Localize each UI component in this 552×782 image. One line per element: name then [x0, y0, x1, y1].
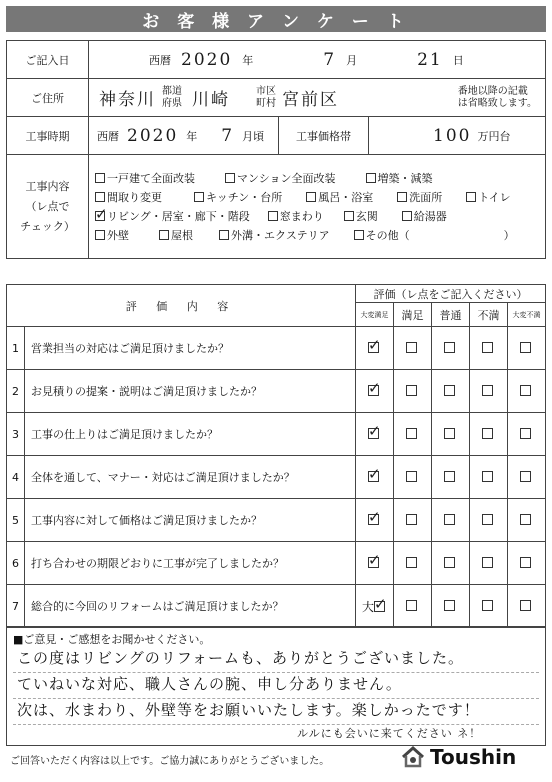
address-note-1: 番地以降の記載 [457, 85, 528, 97]
question-number: 1 [7, 327, 25, 370]
cb-item[interactable]: 給湯器 [402, 207, 447, 226]
month-unit: 月 [346, 53, 358, 67]
cb-item[interactable]: 洗面所 [397, 188, 442, 207]
cb-item[interactable]: 風呂・浴室 [306, 188, 373, 207]
cb-item[interactable]: その他（ [354, 226, 410, 245]
rating-cell[interactable] [470, 370, 508, 413]
entry-year: 2020 [181, 49, 233, 70]
comment-line-4: ルルにも会いに来てください ネ！ [297, 727, 482, 740]
cb-item[interactable]: ✓リビング・居室・廊下・階段 [95, 207, 250, 226]
price-value [369, 117, 546, 155]
question-row [7, 327, 546, 370]
rating-cell[interactable] [508, 327, 546, 370]
question-text: 全体を通して、マナー・対応はご満足頂けましたか？ [25, 456, 356, 499]
question-text: 工事内容に対して価格はご満足頂けましたか？ [25, 499, 356, 542]
checkbox-checked[interactable] [368, 385, 379, 396]
cb-item[interactable]: 外溝・エクステリア [219, 226, 330, 245]
rating-cell[interactable] [394, 542, 432, 585]
other-close-paren: ） [503, 228, 515, 242]
entry-date-row [7, 41, 546, 79]
checkbox[interactable] [520, 428, 531, 439]
checkbox[interactable] [444, 514, 455, 525]
rating-cell[interactable] [394, 499, 432, 542]
page-title: お 客 様 ア ン ケ ー ト [6, 6, 546, 32]
col-neutral: 普通 [432, 303, 470, 327]
checkbox[interactable] [520, 471, 531, 482]
prefecture: 神奈川 [99, 90, 156, 110]
entry-date-value [89, 41, 546, 79]
col-dissatisfied: 不満 [470, 303, 508, 327]
checkbox[interactable] [95, 230, 105, 240]
cb-item[interactable]: 間取り変更 [95, 188, 162, 207]
rating-cell[interactable] [432, 370, 470, 413]
rating-cell[interactable] [432, 413, 470, 456]
city-unit-top: 市区 [256, 85, 276, 97]
rating-cell[interactable] [356, 413, 394, 456]
cb-item[interactable]: 玄関 [344, 207, 378, 226]
rating-cell[interactable] [356, 499, 394, 542]
checkbox[interactable] [482, 428, 493, 439]
col-very-dissatisfied: 大変不満 [508, 303, 546, 327]
checkbox[interactable] [95, 173, 105, 183]
rating-cell[interactable] [508, 370, 546, 413]
rating-cell[interactable] [394, 456, 432, 499]
checkbox[interactable] [406, 557, 417, 568]
checkbox-checked[interactable] [368, 471, 379, 482]
comment-line-1: この度はリビングのリフォームも、ありがとうございました。 [17, 649, 464, 667]
work-period-row [7, 117, 546, 155]
comment-line-3: 次は、水まわり、外壁等をお願いいたします。楽しかったです！ [17, 701, 480, 719]
question-row [7, 499, 546, 542]
rating-cell[interactable] [470, 456, 508, 499]
rating-cell[interactable] [432, 585, 470, 628]
evaluation-table [6, 284, 546, 628]
entry-month: 7 [323, 49, 337, 70]
question-text: 総合的に今回のリフォームはご満足頂けましたか？ [25, 585, 356, 628]
question-row [7, 370, 546, 413]
work-content-row-3 [95, 207, 539, 226]
checkbox-checked[interactable] [95, 211, 105, 221]
rating-cell[interactable] [508, 542, 546, 585]
rating-cell[interactable] [356, 456, 394, 499]
checkbox[interactable] [219, 230, 229, 240]
period-era: 西暦 [97, 129, 119, 143]
rating-cell[interactable] [508, 585, 546, 628]
town: 宮前区 [282, 90, 339, 110]
checkbox[interactable] [482, 471, 493, 482]
city-unit-bottom: 町村 [256, 97, 276, 109]
rating-cell[interactable] [470, 542, 508, 585]
rating-cell[interactable] [508, 456, 546, 499]
checkbox[interactable] [444, 428, 455, 439]
work-content-row-2 [95, 188, 539, 207]
rating-cell[interactable] [356, 327, 394, 370]
rating-cell[interactable] [394, 585, 432, 628]
rating-cell[interactable] [356, 542, 394, 585]
checkbox[interactable] [95, 192, 105, 202]
rating-header: 評価（レ点をご記入ください） [356, 285, 546, 303]
house-logo-icon [400, 744, 426, 770]
checkbox-checked[interactable] [368, 557, 379, 568]
evaluation-header: 評 価 内 容 [7, 285, 356, 327]
address-note-2: は省略致します。 [457, 97, 537, 109]
rating-cell[interactable] [470, 413, 508, 456]
rating-cell[interactable] [470, 585, 508, 628]
question-number: 6 [7, 542, 25, 585]
address-value [89, 79, 546, 117]
question-number: 5 [7, 499, 25, 542]
checkbox[interactable] [520, 342, 531, 353]
era-label: 西暦 [149, 53, 171, 67]
checkbox[interactable] [402, 211, 412, 221]
logo-text: Toushin [430, 745, 517, 769]
company-logo [400, 744, 516, 770]
cb-item[interactable]: マンション全面改装 [225, 169, 336, 188]
checkbox[interactable] [406, 342, 417, 353]
rating-cell[interactable] [394, 327, 432, 370]
checkbox[interactable] [406, 385, 417, 396]
checkbox[interactable] [444, 471, 455, 482]
cb-item[interactable]: 外壁 [95, 226, 129, 245]
checkbox[interactable] [406, 428, 417, 439]
question-row [7, 542, 546, 585]
checkbox[interactable] [397, 192, 407, 202]
checkbox[interactable] [482, 557, 493, 568]
checkbox[interactable] [482, 385, 493, 396]
rating-cell[interactable] [470, 327, 508, 370]
checkbox[interactable] [268, 211, 278, 221]
cb-item[interactable]: 屋根 [159, 226, 193, 245]
city: 川崎 [192, 90, 230, 110]
work-content-checkboxes [89, 155, 546, 259]
rating-cell[interactable] [356, 585, 394, 628]
question-text: 工事の仕上りはご満足頂けましたか？ [25, 413, 356, 456]
period-month: 7 [221, 125, 235, 146]
checkbox[interactable] [482, 600, 493, 611]
info-table [6, 40, 546, 259]
checkbox[interactable] [444, 557, 455, 568]
question-row [7, 413, 546, 456]
checkbox-checked[interactable] [368, 428, 379, 439]
question-row [7, 456, 546, 499]
checkbox[interactable] [520, 385, 531, 396]
checkbox[interactable] [366, 173, 376, 183]
question-text: 営業担当の対応はご満足頂けましたか？ [25, 327, 356, 370]
checkbox[interactable] [444, 600, 455, 611]
work-period-label: 工事時期 [7, 117, 89, 155]
checkbox[interactable] [520, 600, 531, 611]
checkbox[interactable] [406, 514, 417, 525]
price: 100 [433, 125, 472, 146]
checkbox-checked[interactable] [368, 514, 379, 525]
checkbox[interactable] [159, 230, 169, 240]
cb-item[interactable]: トイレ [466, 188, 510, 207]
checkbox[interactable] [466, 192, 476, 202]
checkbox[interactable] [406, 471, 417, 482]
question-text: お見積りの提案・説明はご満足頂けましたか？ [25, 370, 356, 413]
rating-annotation: 大 [361, 599, 374, 614]
checkbox-checked[interactable] [374, 601, 385, 612]
work-content-row-4 [95, 226, 539, 245]
footer-note: ご回答いただく内容は以上です。ご協力誠にありがとうございました。 [10, 756, 330, 767]
question-row [7, 585, 546, 628]
cb-item[interactable]: 増築・減築 [366, 169, 433, 188]
entry-date-label: ご記入日 [7, 41, 89, 79]
rating-cell[interactable] [394, 413, 432, 456]
checkbox[interactable] [354, 230, 364, 240]
question-number: 7 [7, 585, 25, 628]
day-unit: 日 [452, 53, 464, 67]
price-unit: 万円台 [477, 129, 511, 143]
pref-unit-bottom: 府県 [162, 97, 182, 109]
rating-cell[interactable] [470, 499, 508, 542]
question-number: 2 [7, 370, 25, 413]
checkbox[interactable] [520, 514, 531, 525]
rating-cell[interactable] [432, 542, 470, 585]
period-year-unit: 年 [186, 129, 198, 143]
rating-cell[interactable] [508, 499, 546, 542]
year-unit: 年 [242, 53, 254, 67]
col-very-satisfied: 大変満足 [356, 303, 394, 327]
period-year: 2020 [127, 125, 179, 146]
comments-box [6, 626, 546, 746]
price-label: 工事価格帯 [279, 117, 369, 155]
entry-day: 21 [417, 49, 443, 70]
question-number: 4 [7, 456, 25, 499]
checkbox[interactable] [306, 192, 316, 202]
checkbox[interactable] [194, 192, 204, 202]
rating-cell[interactable] [432, 456, 470, 499]
period-month-unit: 月頃 [242, 129, 265, 143]
rating-cell[interactable] [394, 370, 432, 413]
cb-item[interactable]: キッチン・台所 [194, 188, 282, 207]
question-text: 打ち合わせの期限どおりに工事が完了しましたか？ [25, 542, 356, 585]
checkbox[interactable] [406, 600, 417, 611]
work-content-row [7, 155, 546, 259]
work-period-value [89, 117, 279, 155]
question-number: 3 [7, 413, 25, 456]
comments-label: ■ご意見・ご感想をお聞かせください。 [13, 633, 211, 646]
checkbox-checked[interactable] [368, 342, 379, 353]
work-content-label: 工事内容 （レ点で チェック） [7, 155, 89, 259]
checkbox[interactable] [520, 557, 531, 568]
checkbox[interactable] [482, 342, 493, 353]
address-label: ご住所 [7, 79, 89, 117]
rating-cell[interactable] [356, 370, 394, 413]
rating-cell[interactable] [432, 327, 470, 370]
checkbox[interactable] [344, 211, 354, 221]
checkbox[interactable] [444, 385, 455, 396]
cb-item[interactable]: 一戸建て全面改装 [95, 169, 195, 188]
comment-line-2: ていねいな対応、職人さんの腕、申し分ありません。 [17, 675, 402, 693]
rating-cell[interactable] [432, 499, 470, 542]
rating-cell[interactable] [508, 413, 546, 456]
checkbox[interactable] [482, 514, 493, 525]
col-satisfied: 満足 [394, 303, 432, 327]
pref-unit-top: 都道 [162, 85, 182, 97]
work-content-row-1 [95, 169, 539, 188]
checkbox[interactable] [444, 342, 455, 353]
cb-item[interactable]: 窓まわり [268, 207, 324, 226]
checkbox[interactable] [225, 173, 235, 183]
address-row [7, 79, 546, 117]
